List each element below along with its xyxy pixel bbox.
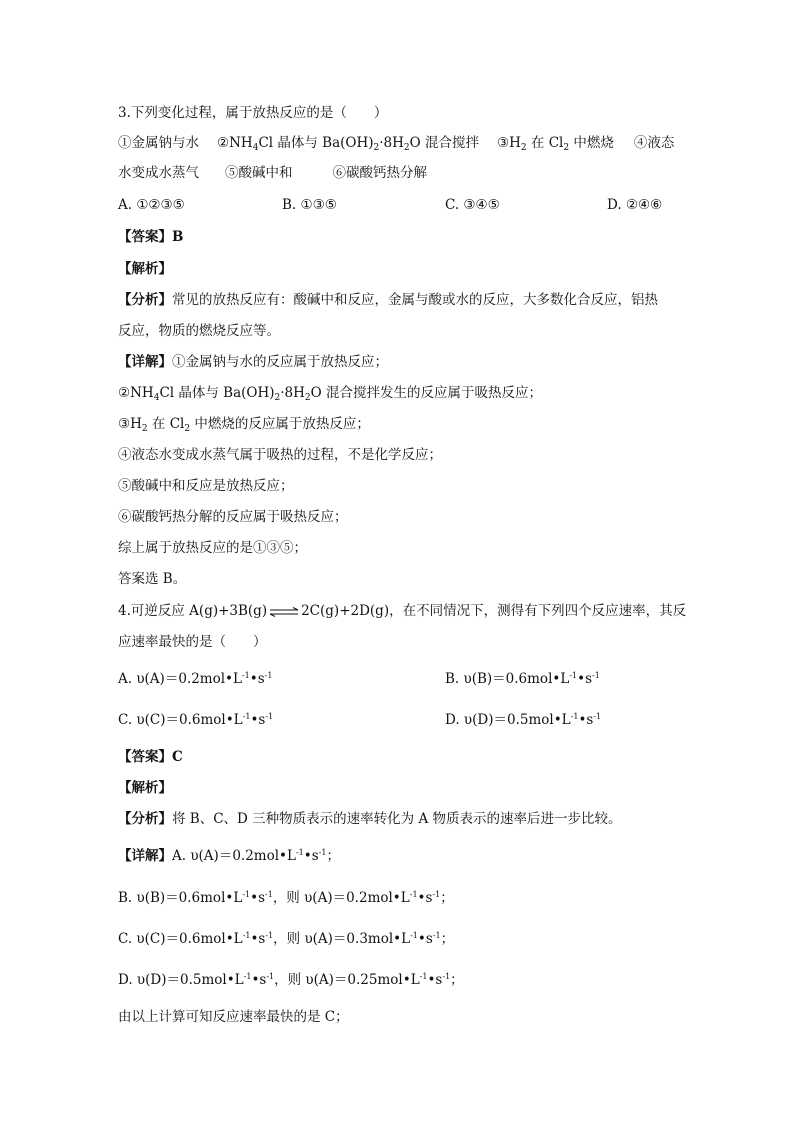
q3-summary: 综上属于放热反应的是①③⑤； [118, 540, 307, 556]
q4-option-b: B. $\upsilon(B)=0.6mol•L^{-1}•s^{-1}$ [445, 671, 600, 687]
q3-item-5: ⑤酸碱中和 [225, 165, 293, 181]
q3-item-2: $②NH_4Cl$ 晶体与 $Ba(OH)_2\cdot 8H_2O$ 混合搅拌 [217, 135, 479, 153]
q3-option-d: D. ②④⑥ [607, 197, 663, 213]
q3-answer: 【答案】B [118, 229, 184, 245]
q3-item-3: $③H_2$ 在 $Cl_2$ 中燃烧 [497, 135, 614, 153]
q3-items-line2: 水变成水蒸气 ⑤酸碱中和 ⑥碳酸钙热分解 [118, 165, 427, 181]
q4-detail-d: D. $\upsilon(D)=0.5mol•L^{-1}•s^{-1}$，则 $\upsilon(A)=0.25mol•L^{-1}•s^{-1}$； [118, 972, 464, 988]
q4-stem-line2: 应速率最快的是（ ） [118, 634, 267, 650]
q3-stem: 3.下列变化过程，属于放热反应的是（ ） [118, 105, 388, 121]
q4-option-c: C. $\upsilon(C)=0.6mol•L^{-1}•s^{-1}$ [118, 712, 274, 728]
q3-detail-4: ④液态水变成水蒸气属于吸热的过程，不是化学反应； [118, 447, 442, 463]
q3-detail-1: 【详解】①金属钠与水的反应属于放热反应； [118, 354, 388, 370]
q3-conclusion: 答案选 B。 [118, 571, 187, 587]
q3-option-c: C. ③④⑤ [445, 197, 500, 213]
q4-detail-a: 【详解】A. $\upsilon(A)=0.2mol•L^{-1}•s^{-1}$； [118, 848, 340, 864]
q3-detail-6: ⑥碳酸钙热分解的反应属于吸热反应； [118, 509, 348, 525]
q3-detail-2: $②NH_4Cl$ 晶体与 $Ba(OH)_2\cdot 8H_2O$ 混合搅拌发生的反应属于吸热反应； [118, 385, 542, 403]
q3-detail-3: $③H_2$ 在 $Cl_2$ 中燃烧的反应属于放热反应； [118, 416, 370, 434]
q3-option-b: B. ①③⑤ [282, 197, 337, 213]
q4-final: 由以上计算可知反应速率最快的是 C； [118, 1009, 349, 1025]
equilibrium-arrow-icon [269, 607, 299, 617]
q3-analysis-heading: 【解析】 [118, 261, 172, 277]
q4-stem-line1: 4.可逆反应 A(g)+3B(g) 2C(g)+2D(g)，在不同情况下，测得有下列四个反应速率，其反 [118, 603, 687, 619]
q4-option-d: D. $\upsilon(D)=0.5mol•L^{-1}•s^{-1}$ [445, 712, 602, 728]
q3-detail-5: ⑤酸碱中和反应是放热反应； [118, 478, 294, 494]
q3-option-a: A. ①②③⑤ [118, 197, 185, 213]
q3-fenxi-line1: 【分析】常见的放热反应有：酸碱中和反应，金属与酸或水的反应，大多数化合反应，铝热 [118, 292, 658, 308]
q4-analysis-heading: 【解析】 [118, 780, 172, 796]
q4-detail-b: B. $\upsilon(B)=0.6mol•L^{-1}•s^{-1}$，则 $\upsilon(A)=0.2mol•L^{-1}•s^{-1}$； [118, 890, 454, 906]
q4-answer: 【答案】C [118, 749, 183, 765]
q3-items-line1 [118, 134, 678, 152]
q4-fenxi: 【分析】将 B、C、D 三种物质表示的速率转化为 A 物质表示的速率后进一步比较。 [118, 811, 622, 827]
q3-item-6: ⑥碳酸钙热分解 [332, 165, 427, 181]
q4-option-a: A. $\upsilon(A)=0.2mol•L^{-1}•s^{-1}$ [118, 671, 273, 687]
q3-item-1: ①金属钠与水 [118, 135, 199, 151]
q3-item-4: ④液态 [633, 135, 675, 151]
q4-detail-c: C. $\upsilon(C)=0.6mol•L^{-1}•s^{-1}$，则 $\upsilon(A)=0.3mol•L^{-1}•s^{-1}$； [118, 931, 455, 947]
q3-fenxi-line2: 反应，物质的燃烧反应等。 [118, 323, 280, 339]
